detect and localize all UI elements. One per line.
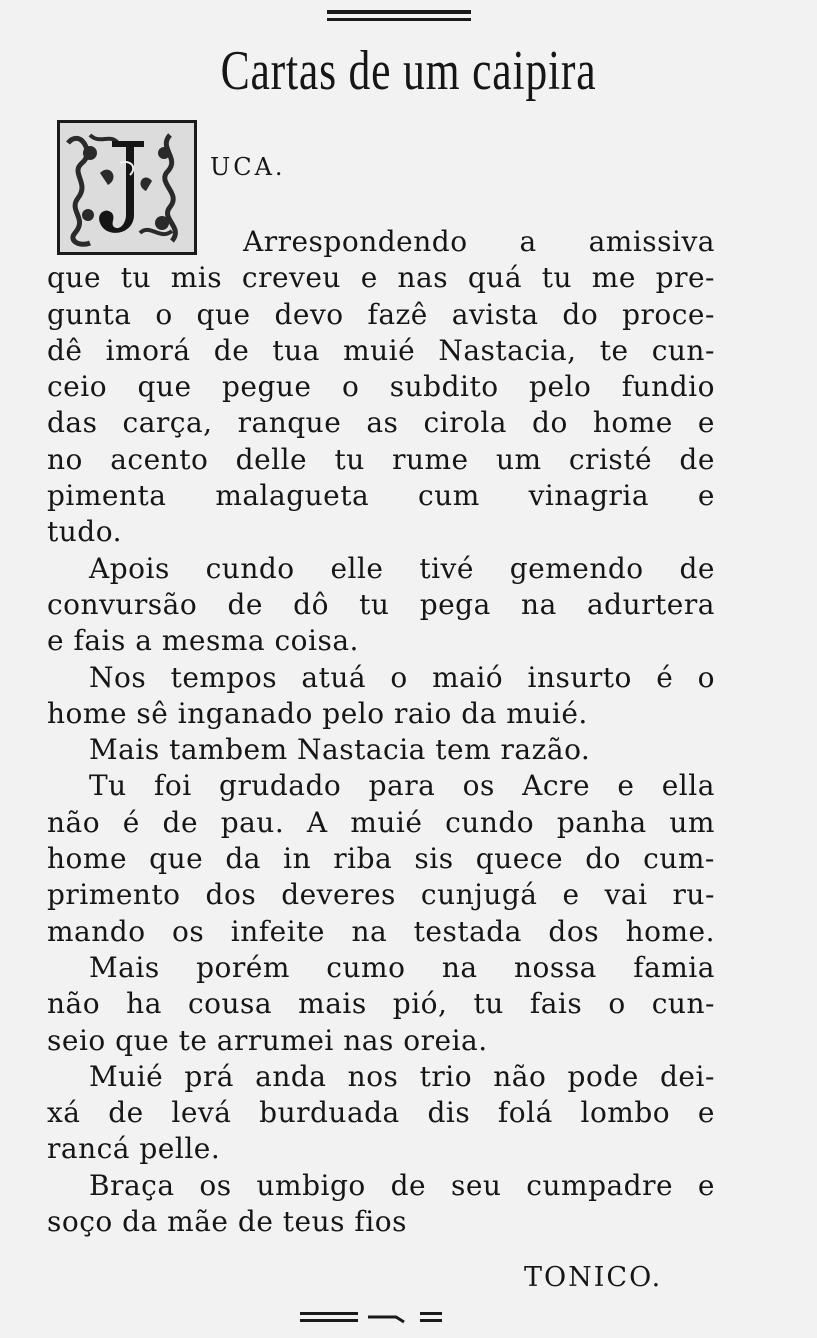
text-line: que tu mis creveu e nas quá tu me pre- xyxy=(47,261,715,295)
article-title: Cartas de um caipira xyxy=(220,40,597,102)
text-line: convursão de dô tu pega na adurtera xyxy=(47,587,715,621)
text-line: gunta o que devo fazê avista do proce- xyxy=(47,297,715,331)
text-line: Arrespondendo a amissiva xyxy=(243,225,715,258)
text-line: primento dos deveres cunjugá e vai ru- xyxy=(47,878,715,912)
text-line: no acento delle tu rume um cristé de xyxy=(47,442,715,476)
top-double-rule xyxy=(327,10,471,26)
text-line: mando os infeite na testada dos home. xyxy=(47,914,715,948)
text-line: Muié prá anda nos trio não pode dei- xyxy=(89,1059,715,1093)
text-line: Apois cundo elle tivé gemendo de xyxy=(89,551,715,585)
text-line: e fais a mesma coisa. xyxy=(47,624,359,658)
article-body xyxy=(47,224,715,1240)
text-line: home que da in riba sis quece do cum- xyxy=(47,842,715,876)
text-line: soço da mãe de teus fios xyxy=(47,1205,407,1239)
text-line: Braça os umbigo de seu cumpadre e xyxy=(89,1168,715,1202)
text-line: não é de pau. A muié cundo panha um xyxy=(47,805,715,839)
opening-word: UCA. xyxy=(210,153,286,181)
text-line: não ha cousa mais pió, tu fais o cun- xyxy=(47,987,715,1021)
text-line: ceio que pegue o subdito pelo fundio xyxy=(47,370,715,404)
closing-ornament-icon xyxy=(300,1308,450,1328)
text-line: Nos tempos atuá o maió insurto é o xyxy=(89,660,715,694)
text-line: dê imorá de tua muié Nastacia, te cun- xyxy=(47,333,715,367)
text-line: home sê inganado pelo raio da muié. xyxy=(47,696,588,730)
text-line: pimenta malagueta cum vinagria e xyxy=(47,479,715,513)
text-line: xá de levá burduada dis folá lombo e xyxy=(47,1096,715,1130)
text-line: Mais tambem Nastacia tem razão. xyxy=(89,733,591,767)
text-line: seio que te arrumei nas oreia. xyxy=(47,1023,488,1057)
text-line: das carça, ranque as cirola do home e xyxy=(47,406,715,440)
text-line: tudo. xyxy=(47,515,122,549)
author-signature: TONICO. xyxy=(524,1262,663,1293)
text-line: Tu foi grudado para os Acre e ella xyxy=(89,769,715,803)
text-line: Mais porém cumo na nossa famia xyxy=(89,950,715,984)
text-line: rancá pelle. xyxy=(47,1132,221,1166)
